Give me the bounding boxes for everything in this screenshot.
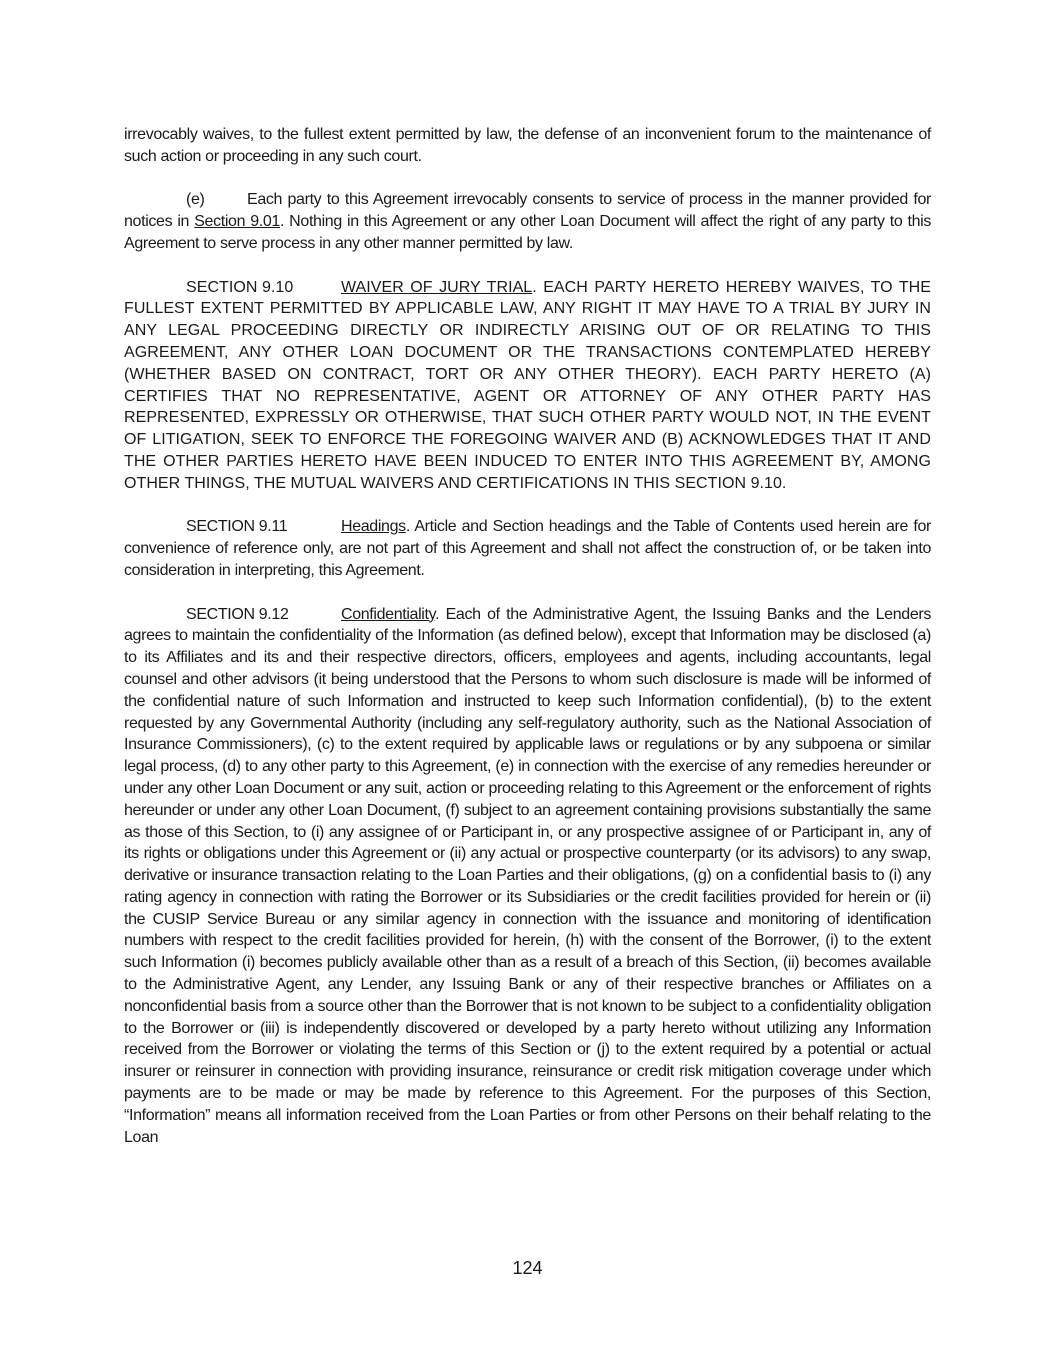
section-heading: Confidentiality [341, 605, 436, 623]
paragraph-text: irrevocably waives, to the fullest extent permitted by law, the defense of an inconvenient forum to the maintenance of such action or proceeding in any such court. [124, 126, 931, 165]
section-body: . EACH PARTY HERETO HEREBY WAIVES, TO THE FULLEST EXTENT PERMITTED BY APPLICABLE LAW, ANY RIGHT IT MAY HAVE TO A TRIAL BY JURY IN ANY LEGAL PROCEEDING DIRECTLY OR INDIRECTLY ARISING OUT OF OR RELATING TO THIS AGREEMENT, ANY OTHER LOAN DOCUMENT OR THE TRANSACTIONS CONTEMPLATED HEREBY (WHETHER BASED ON CONTRACT, TORT OR ANY OTHER THEORY). EACH PARTY HERETO (A) CERTIFIES THAT NO REPRESENTATIVE, AGENT OR ATTORNEY OF ANY OTHER PARTY HAS REPRESENTED, EXPRESSLY OR OTHERWISE, THAT SUCH OTHER PARTY WOULD NOT, IN THE EVENT OF LITIGATION, SEEK TO ENFORCE THE FOREGOING WAIVER AND (B) ACKNOWLEDGES THAT IT AND THE OTHER PARTIES HERETO HAVE BEEN INDUCED TO ENTER INTO THIS AGREEMENT BY, AMONG OTHER THINGS, THE MUTUAL WAIVERS AND CERTIFICATIONS IN THIS SECTION 9.10. [124, 278, 931, 492]
section-body: . Each of the Administrative Agent, the Issuing Banks and the Lenders agrees to maintain the confidentiality of the Information (as defined below), except that Information may be disclosed (a) to its Affiliates and its and their respective directors, officers, employees and agents, including accountants, legal counsel and other advisors (it being understood that the Persons to whom such disclosure is made will be informed of the confidential nature of such Information and instructed to keep such Information confidential), (b) to the extent requested by any Governmental Authority (including any self-regulatory authority, such as the National Association of Insurance Commissioners), (c) to the extent required by applicable laws or regulations or by any subpoena or similar legal process, (d) to any other party to this Agreement, (e) in connection with the exercise of any remedies hereunder or under any other Loan Document or any suit, action or proceeding relating to this Agreement or the enforcement of rights hereunder or under any other Loan Document, (f) subject to an agreement containing provisions substantially the same as those of this Section, to (i) any assignee of or Participant in, or any prospective assignee of or Participant in, any of its rights or obligations under this Agreement or (ii) any actual or prospective counterparty (or its advisors) to any swap, derivative or insurance transaction relating to the Loan Parties and their obligations, (g) on a confidential basis to (i) any rating agency in connection with rating the Borrower or its Subsidiaries or the credit facilities provided for herein or (ii) the CUSIP Service Bureau or any similar agency in connection with the issuance and monitoring of identification numbers with respect to the credit facilities provided for herein, (h) with the consent of the Borrower, (i) to the extent such Information (i) becomes publicly available other than as a result of a breach of this Section, (ii) becomes available to the Administrative Agent, any Lender, any Issuing Bank or any of their respective branches or Affiliates on a nonconfidential basis from a source other than the Borrower that is not known to be subject to a confidentiality obligation to the Borrower or (iii) is independently discovered or developed by a party hereto without utilizing any Information received from the Borrower or violating the terms of this Section or (j) to the extent required by a potential or actual insurer or reinsurer in connection with providing insurance, reinsurance or credit risk mitigation coverage under which payments are to be made or may be made by reference to this Agreement. For the purposes of this Section, “Information” means all information received from the Loan Parties or from other Persons on their behalf relating to the Loan [124, 605, 931, 1146]
paragraph-e [124, 189, 931, 254]
section-number: SECTION 9.11 [186, 518, 288, 536]
paragraph-text: Each party to this Agreement irrevocably consents to service of process in the manner provided for notices in [124, 191, 931, 231]
page-number: 124 [512, 1258, 543, 1278]
section-body: . Article and Section headings and the Table of Contents used herein are for convenience of reference only, are not part of this Agreement and shall not affect the construction of, or be taken into consideration in interpreting, this Agreement. [124, 518, 931, 579]
document-page [124, 124, 931, 1170]
paragraph-text: . Nothing in this Agreement or any other Loan Document will affect the right of any party to this Agreement to serve process in any other manner permitted by law. [124, 213, 931, 252]
section-9-11 [124, 516, 931, 581]
section-heading: WAIVER OF JURY TRIAL [341, 278, 533, 296]
section-9-12 [124, 604, 931, 1149]
section-number: SECTION 9.10 [186, 278, 294, 296]
clause-label: (e) [186, 191, 205, 209]
section-reference: Section 9.01 [194, 213, 280, 231]
section-heading: Headings [341, 518, 406, 536]
section-number: SECTION 9.12 [186, 605, 289, 623]
paragraph-continuation [124, 124, 931, 168]
section-9-10 [124, 277, 931, 495]
